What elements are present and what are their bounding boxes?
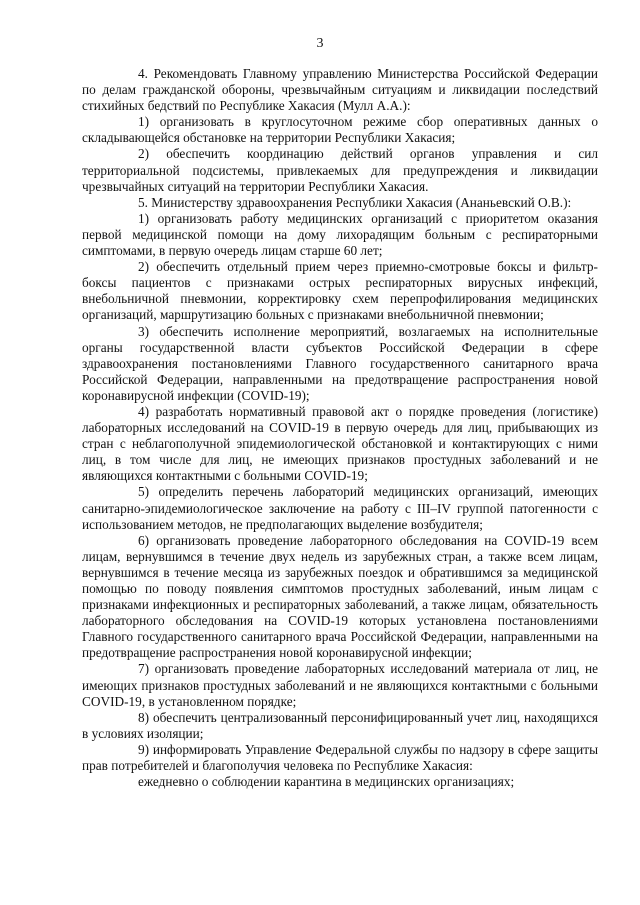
paragraph-5-5: 5) определить перечень лабораторий медицинских организаций, имеющих санитарно-эпидемиологическое заключение на работу с III–IV группой патогенности с использованием методов, не предполагающих выделение возбудителя; <box>82 484 598 532</box>
paragraph-4-2: 2) обеспечить координацию действий органов управления и сил территориальной подсистемы, привлекаемых для предупреждения и ликвидации чрезвычайных ситуаций на территории Республики Хакасия. <box>82 146 598 194</box>
paragraph-5-1: 1) организовать работу медицинских организаций с приоритетом оказания первой медицинской помощи на дому лихорадящим больным с респираторными симптомами, в первую очередь лицам старше 60 лет; <box>82 210 598 259</box>
document-body <box>82 66 598 790</box>
paragraph-5-9-daily: ежедневно о соблюдении карантина в медицинских организациях; <box>138 774 515 790</box>
paragraph-5-6: 6) организовать проведение лабораторного обследования на COVID-19 всем лицам, вернувшимся в течение двух недель из зарубежных стран, а также всем лицам, вернувшимся в течение месяца из зарубежных поездок и обратившимся за медицинской помощью по поводу появления симптомов простудных заболеваний, иным лицам с признаками инфекционных и респираторных заболеваний, а также лицам, обязательность лабораторного обследования на COVID-19 которых установлена постановлениями Главного государственного санитарного врача Российской Федерации, направленными на предотвращение распространения новой коронавирусной инфекции; <box>82 532 598 661</box>
paragraph-5-8: 8) обеспечить централизованный персонифицированный учет лиц, находящихся в условиях изоляции; <box>82 709 598 741</box>
paragraph-5: 5. Министерству здравоохранения Республики Хакасия (Ананьевский О.В.): <box>138 194 572 210</box>
paragraph-5-4: 4) разработать нормативный правовой акт о порядке проведения (логистике) лабораторных исследований на COVID-19 в первую очередь для лиц, прибывающих из стран с неблагополучной эпидемиологической обстановкой и контактирующих с ними лиц, в том числе для лиц, не имеющих признаков простудных заболеваний и не являющихся контактными с больными COVID-19; <box>82 403 598 484</box>
paragraph-4-1: 1) организовать в круглосуточном режиме сбор оперативных данных о складывающейся обстановке на территории Республики Хакасия; <box>82 114 598 146</box>
paragraph-5-3: 3) обеспечить исполнение мероприятий, возлагаемых на исполнительные органы государственной власти субъектов Российской Федерации в сфере здравоохранения постановлениями Главного государственного санитарного врача Российской Федерации, направленными на предотвращение распространения новой коронавирусной инфекции (COVID-19); <box>82 323 598 403</box>
paragraph-5-2: 2) обеспечить отдельный прием через приемно-смотровые боксы и фильтр-боксы пациентов с признаками острых респираторных вирусных инфекций, внебольничной пневмонии, корректировку схем перепрофилирования медицинских организаций, маршрутизацию больных с признаками внебольничной пневмонии; <box>82 259 598 323</box>
page-number: 3 <box>316 36 324 51</box>
paragraph-5-9: 9) информировать Управление Федеральной службы по надзору в сфере защиты прав потребителей и благополучия человека по Республике Хакасия: <box>82 741 598 774</box>
paragraph-5-7: 7) организовать проведение лабораторных исследований материала от лиц, не имеющих признаков простудных заболеваний и не являющихся контактными с больными COVID-19, в установленном порядке; <box>82 661 598 709</box>
paragraph-4: 4. Рекомендовать Главному управлению Министерства Российской Федерации по делам гражданской обороны, чрезвычайным ситуациям и ликвидации последствий стихийных бедствий по Республике Хакасия (Мулл А.А.): <box>82 66 598 114</box>
